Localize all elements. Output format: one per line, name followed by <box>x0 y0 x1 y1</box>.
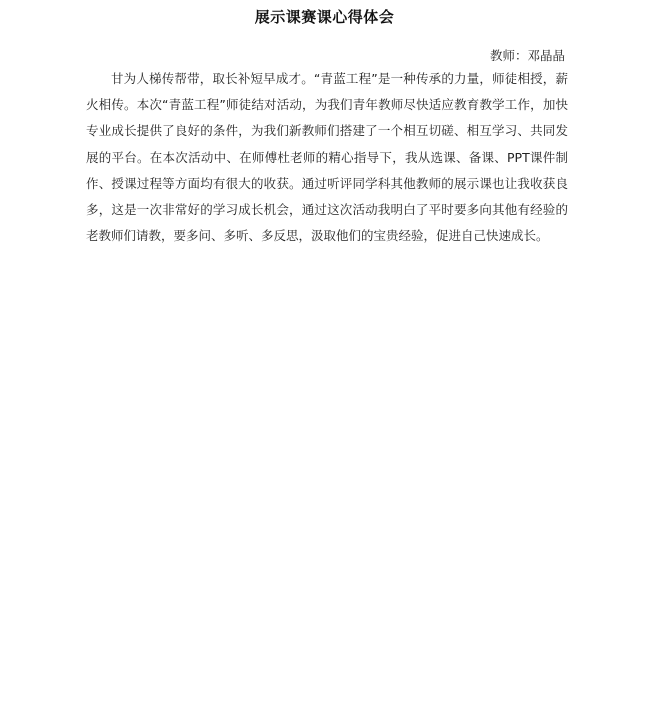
body-paragraph: 甘为人梯传帮带，取长补短早成才。“青蓝工程”是一种传承的力量，师徒相授，薪火相传。本次“青蓝工程”师徒结对活动，为我们青年教师尽快适应教育教学工作，加快专业成长提供了良好的条件，为我们新教师们搭建了一个相互切磋、相互学习、共同发展的平台。在本次活动中、在师傅杜老师的精心指导下，我从选课、备课、PPT课件制作、授课过程等方面均有很大的收获。通过听评同学科其他教师的展示课也让我收获良多，这是一次非常好的学习成长机会，通过这次活动我明白了平时要多向其他有经验的老教师们请教，要多问、多听、多反思，汲取他们的宝贵经验，促进自己快速成长。 <box>86 71 568 244</box>
author-line: 教师：邓晶晶 <box>489 48 565 63</box>
document-title: 展示课赛课心得体会 <box>254 8 395 26</box>
